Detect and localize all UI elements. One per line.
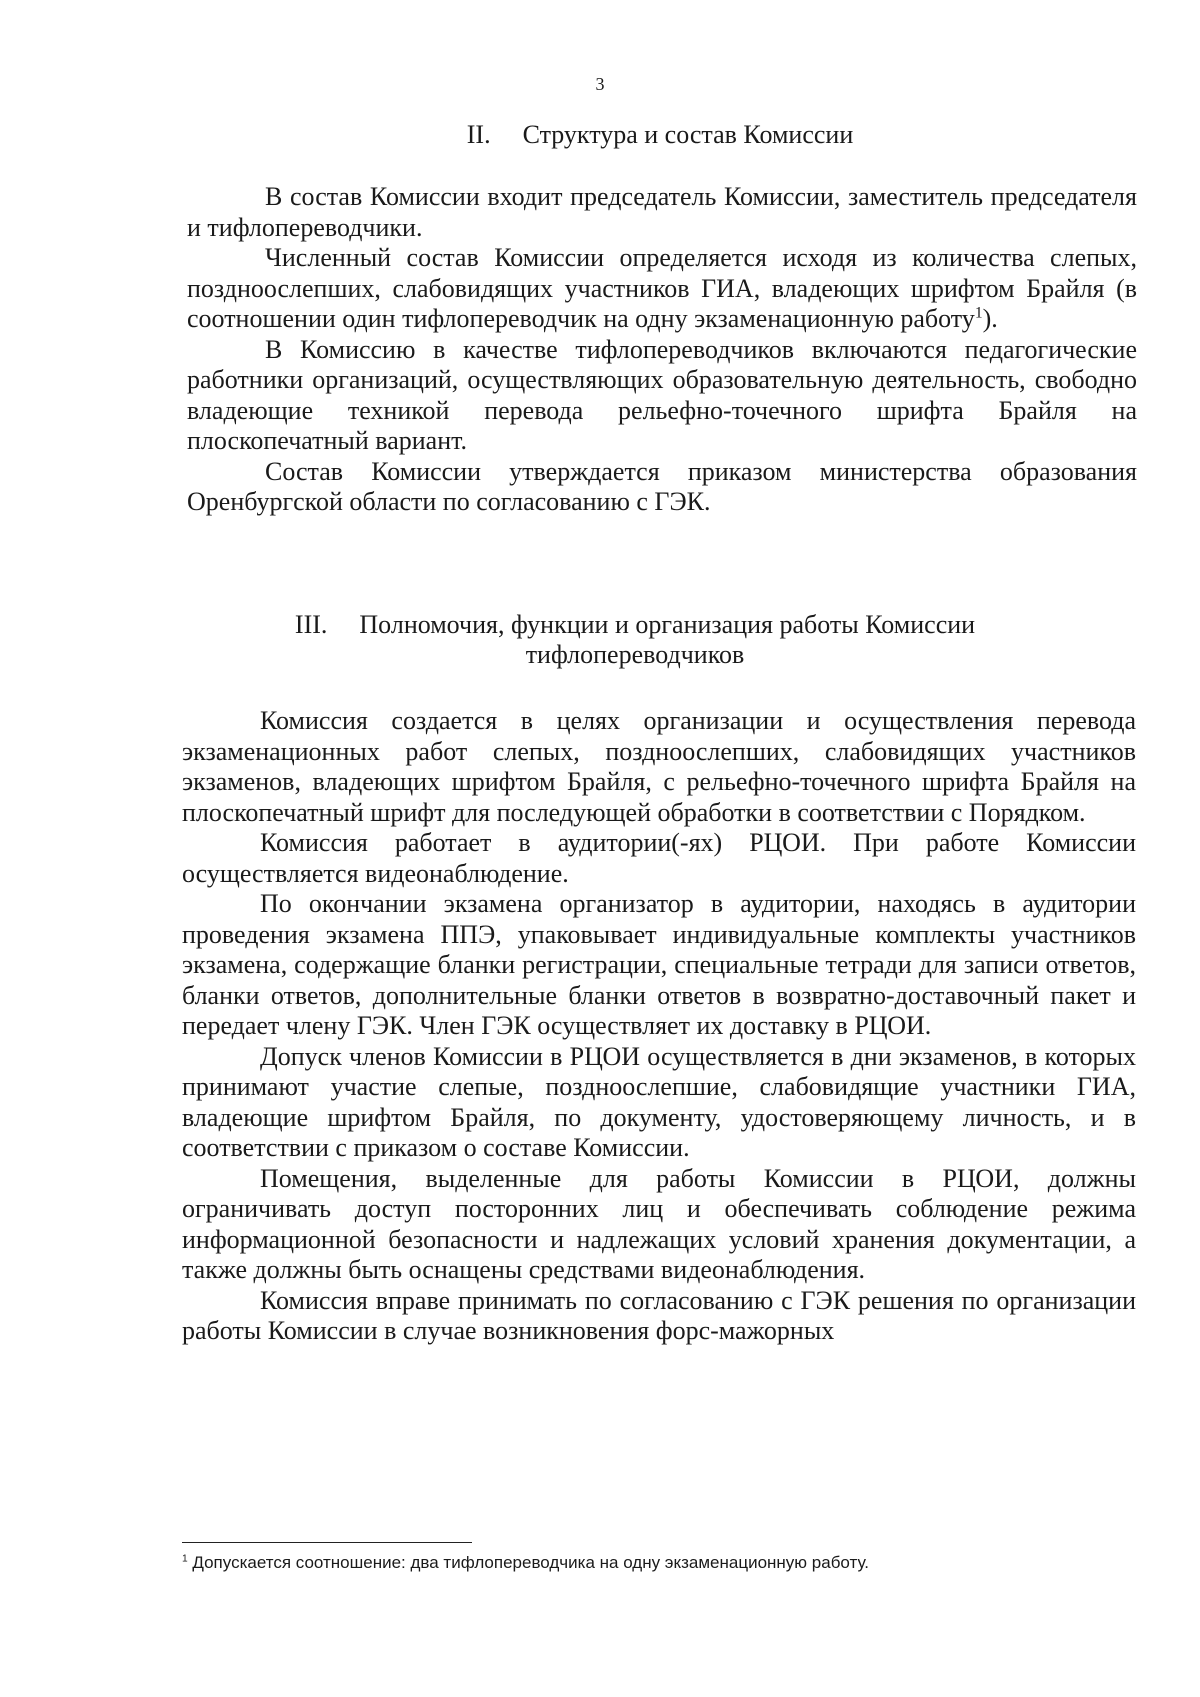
footnote-mark: 1 (182, 1553, 188, 1565)
footnote-separator (182, 1542, 472, 1543)
paragraph: Помещения, выделенные для работы Комиссии в РЦОИ, должны ограничивать доступ посторонних лиц и обеспечивать соблюдение режима информационной безопасности и надлежащих условий хранения документации, а также должны быть оснащены средствами видеонаблюдения. (182, 1163, 1136, 1284)
section-3-title-line-2: тифлопереводчиков (525, 640, 745, 669)
paragraph-tail: ). (982, 304, 998, 333)
paragraph (187, 243, 1137, 335)
section-2-title: Структура и состав Комиссии (522, 120, 854, 149)
paragraph: Комиссия создается в целях организации и осуществления перевода экзаменационных работ слепых, поздноослепших, слабовидящих участников экзаменов, владеющих шрифтом Брайля, с рельефно-точечного шрифта Брайля на плоскопечатный шрифт для последующей обработки в соответствии с Порядком. (182, 706, 1136, 827)
section-2-heading (60, 120, 1200, 150)
paragraph: По окончании экзамена организатор в аудитории, находясь в аудитории проведения экзамена ППЭ, упаковывает индивидуальные комплекты участников экзамена, содержащие бланки регистрации, специальные тетради для записи ответов, бланки ответов, дополнительные бланки ответов в возвратно-доставочный пакет и передает члену ГЭК. Член ГЭК осуществляет их доставку в РЦОИ. (182, 889, 1136, 1040)
section-3-title-line-1: Полномочия, функции и организация работы Комиссии (359, 610, 976, 639)
footnote-reference: 1 (974, 304, 983, 322)
page-number: 3 (595, 74, 605, 94)
section-2-body (187, 182, 1137, 518)
section-3-body (182, 706, 1136, 1347)
paragraph: Допуск членов Комиссии в РЦОИ осуществляется в дни экзаменов, в которых принимают участие слепые, поздноослепшие, слабовидящие участники ГИА, владеющие шрифтом Брайля, по документу, удостоверяющему личность, и в соответствии с приказом о составе Комиссии. (182, 1041, 1136, 1162)
section-2-number: II. (466, 120, 491, 149)
paragraph: Комиссия вправе принимать по согласованию с ГЭК решения по организации работы Комиссии в случае возникновения форс-мажорных (182, 1285, 1136, 1345)
footnote (182, 1552, 1136, 1574)
paragraph: В состав Комиссии входит председатель Комиссии, заместитель председателя и тифлопереводчики. (187, 182, 1137, 242)
paragraph: Комиссия работает в аудитории(-ях) РЦОИ. При работе Комиссии осуществляется видеонаблюдение. (182, 828, 1136, 888)
paragraph: Состав Комиссии утверждается приказом министерства образования Оренбургской области по согласованию с ГЭК. (187, 456, 1137, 516)
footnote-text: Допускается соотношение: два тифлопереводчика на одну экзаменационную работу. (187, 1553, 870, 1572)
section-3-heading (35, 610, 1200, 670)
section-3-number: III. (294, 610, 328, 639)
paragraph-text: Численный состав Комиссии определяется исходя из количества слепых, поздноослепших, слабовидящих участников ГИА, владеющих шрифтом Брайля (в соотношении один тифлопереводчик на одну экзаменационную работу (187, 243, 1137, 333)
paragraph: В Комиссию в качестве тифлопереводчиков включаются педагогические работники организаций, осуществляющих образовательную деятельность, свободно владеющие техникой перевода рельефно-точечного шрифта Брайля на плоскопечатный вариант. (187, 334, 1137, 455)
